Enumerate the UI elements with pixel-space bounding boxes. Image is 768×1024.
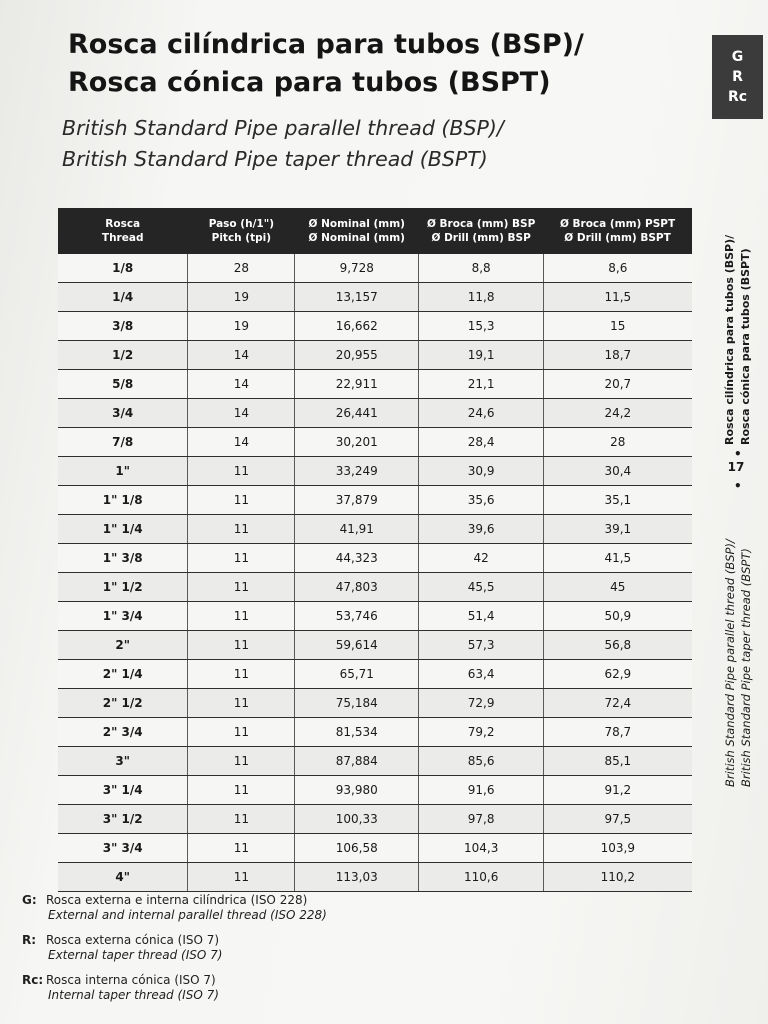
legend-text-es: Rosca interna cónica (ISO 7) xyxy=(46,973,216,987)
cell-pitch: 11 xyxy=(188,602,295,631)
table-row xyxy=(58,486,692,515)
cell-thread: 2" 1/4 xyxy=(58,660,188,689)
header-es: Ø Broca (mm) PSPT xyxy=(559,218,676,230)
table-row xyxy=(58,457,692,486)
cell-drill-bspt: 45 xyxy=(544,573,692,602)
cell-pitch: 11 xyxy=(188,457,295,486)
cell-thread: 1" 3/4 xyxy=(58,602,188,631)
side-title-es-line-1: Rosca cilíndrica para tubos (BSP)/ xyxy=(723,234,736,445)
cell-nominal: 37,879 xyxy=(295,486,419,515)
header-es: Rosca xyxy=(105,218,141,230)
table-row xyxy=(58,660,692,689)
cell-pitch: 11 xyxy=(188,776,295,805)
side-title-es xyxy=(722,205,766,445)
cell-nominal: 44,323 xyxy=(295,544,419,573)
title-line-1: Rosca cilíndrica para tubos (BSP)/ xyxy=(68,29,584,60)
side-title-en-line-1: British Standard Pipe parallel thread (BSP)/ xyxy=(723,539,737,787)
page-subtitle xyxy=(62,113,682,175)
column-header-nominal xyxy=(295,208,419,254)
legend-text-es: Rosca externa cónica (ISO 7) xyxy=(46,933,220,947)
cell-drill-bsp: 51,4 xyxy=(419,602,544,631)
table-row xyxy=(58,544,692,573)
header-es: Paso (h/1") xyxy=(208,218,274,230)
cell-drill-bsp: 104,3 xyxy=(419,834,544,863)
cell-nominal: 22,911 xyxy=(295,370,419,399)
legend-text-es: Rosca externa e interna cilíndrica (ISO 228) xyxy=(46,893,308,907)
cell-drill-bspt: 110,2 xyxy=(544,863,692,892)
cell-thread: 3/4 xyxy=(58,399,188,428)
cell-drill-bspt: 11,5 xyxy=(544,283,692,312)
cell-pitch: 28 xyxy=(188,254,295,283)
cell-drill-bsp: 35,6 xyxy=(419,486,544,515)
legend xyxy=(22,893,682,1013)
cell-drill-bsp: 30,9 xyxy=(419,457,544,486)
cell-drill-bspt: 8,6 xyxy=(544,254,692,283)
legend-code: R: xyxy=(22,933,37,947)
cell-drill-bsp: 15,3 xyxy=(419,312,544,341)
column-header-drill-bspt xyxy=(544,208,692,254)
cell-nominal: 47,803 xyxy=(295,573,419,602)
table-header-row xyxy=(58,208,692,254)
table-row xyxy=(58,776,692,805)
cell-drill-bspt: 35,1 xyxy=(544,486,692,515)
cell-nominal: 87,884 xyxy=(295,747,419,776)
cell-pitch: 11 xyxy=(188,805,295,834)
subtitle-line-1: British Standard Pipe parallel thread (BSP)/ xyxy=(62,116,504,140)
page-title xyxy=(68,26,688,102)
header-en: Ø Drill (mm) BSP xyxy=(431,232,531,244)
cell-drill-bspt: 56,8 xyxy=(544,631,692,660)
cell-pitch: 14 xyxy=(188,370,295,399)
cell-nominal: 113,03 xyxy=(295,863,419,892)
table-row xyxy=(58,863,692,892)
column-header-pitch xyxy=(188,208,295,254)
cell-drill-bspt: 62,9 xyxy=(544,660,692,689)
cell-drill-bsp: 79,2 xyxy=(419,718,544,747)
cell-thread: 1/8 xyxy=(58,254,188,283)
table-row xyxy=(58,747,692,776)
cell-drill-bspt: 91,2 xyxy=(544,776,692,805)
table-row xyxy=(58,602,692,631)
side-running-header xyxy=(722,205,766,805)
table-row xyxy=(58,399,692,428)
cell-nominal: 100,33 xyxy=(295,805,419,834)
cell-thread: 1/2 xyxy=(58,341,188,370)
cell-drill-bsp: 24,6 xyxy=(419,399,544,428)
table-row xyxy=(58,689,692,718)
table-row xyxy=(58,341,692,370)
cell-drill-bsp: 11,8 xyxy=(419,283,544,312)
cell-drill-bsp: 42 xyxy=(419,544,544,573)
cell-thread: 1/4 xyxy=(58,283,188,312)
cell-drill-bsp: 45,5 xyxy=(419,573,544,602)
cell-pitch: 11 xyxy=(188,718,295,747)
cell-thread: 2" 1/2 xyxy=(58,689,188,718)
cell-pitch: 11 xyxy=(188,747,295,776)
cell-thread: 1" 1/8 xyxy=(58,486,188,515)
legend-code: Rc: xyxy=(22,973,44,987)
cell-drill-bsp: 19,1 xyxy=(419,341,544,370)
table-body xyxy=(58,254,692,892)
cell-drill-bsp: 63,4 xyxy=(419,660,544,689)
cell-nominal: 26,441 xyxy=(295,399,419,428)
cell-thread: 3" 3/4 xyxy=(58,834,188,863)
table-row xyxy=(58,515,692,544)
cell-drill-bsp: 57,3 xyxy=(419,631,544,660)
cell-pitch: 19 xyxy=(188,283,295,312)
table-row xyxy=(58,631,692,660)
legend-text-en: External taper thread (ISO 7) xyxy=(48,948,223,962)
cell-pitch: 11 xyxy=(188,689,295,718)
column-header-drill-bsp xyxy=(419,208,544,254)
cell-drill-bsp: 72,9 xyxy=(419,689,544,718)
subtitle-line-2: British Standard Pipe taper thread (BSPT) xyxy=(62,147,488,171)
cell-pitch: 19 xyxy=(188,312,295,341)
cell-pitch: 14 xyxy=(188,341,295,370)
cell-pitch: 11 xyxy=(188,834,295,863)
cell-pitch: 11 xyxy=(188,863,295,892)
cell-drill-bspt: 72,4 xyxy=(544,689,692,718)
tab-label-g: G xyxy=(731,49,744,65)
cell-thread: 1" 3/8 xyxy=(58,544,188,573)
cell-drill-bsp: 39,6 xyxy=(419,515,544,544)
cell-thread: 3" xyxy=(58,747,188,776)
header-es: Ø Nominal (mm) xyxy=(308,218,405,230)
table-row xyxy=(58,718,692,747)
cell-nominal: 41,91 xyxy=(295,515,419,544)
cell-nominal: 9,728 xyxy=(295,254,419,283)
header-en: Ø Drill (mm) BSPT xyxy=(564,232,671,244)
cell-drill-bsp: 85,6 xyxy=(419,747,544,776)
side-bullet: • xyxy=(734,447,742,461)
column-header-thread xyxy=(58,208,188,254)
legend-code: G: xyxy=(22,893,37,907)
tab-label-rc: Rc xyxy=(727,89,748,105)
cell-drill-bspt: 24,2 xyxy=(544,399,692,428)
cell-drill-bspt: 28 xyxy=(544,428,692,457)
cell-drill-bspt: 97,5 xyxy=(544,805,692,834)
cell-nominal: 93,980 xyxy=(295,776,419,805)
table-row xyxy=(58,254,692,283)
legend-item-rc xyxy=(22,973,682,1002)
cell-thread: 2" 3/4 xyxy=(58,718,188,747)
cell-nominal: 30,201 xyxy=(295,428,419,457)
legend-item-g xyxy=(22,893,682,922)
cell-pitch: 14 xyxy=(188,428,295,457)
cell-drill-bsp: 21,1 xyxy=(419,370,544,399)
cell-pitch: 11 xyxy=(188,573,295,602)
cell-thread: 1" 1/4 xyxy=(58,515,188,544)
cell-drill-bsp: 110,6 xyxy=(419,863,544,892)
table-row xyxy=(58,370,692,399)
cell-pitch: 11 xyxy=(188,515,295,544)
legend-text-en: External and internal parallel thread (ISO 228) xyxy=(48,908,327,922)
cell-drill-bspt: 20,7 xyxy=(544,370,692,399)
header-en: Ø Nominal (mm) xyxy=(308,232,405,244)
cell-drill-bspt: 103,9 xyxy=(544,834,692,863)
cell-drill-bspt: 18,7 xyxy=(544,341,692,370)
cell-pitch: 11 xyxy=(188,660,295,689)
side-title-es-line-2: Rosca cónica para tubos (BSPT) xyxy=(739,248,752,445)
side-title-en xyxy=(722,497,766,787)
cell-thread: 2" xyxy=(58,631,188,660)
table-row xyxy=(58,428,692,457)
table-row xyxy=(58,283,692,312)
header-es: Ø Broca (mm) BSP xyxy=(426,218,536,230)
cell-nominal: 20,955 xyxy=(295,341,419,370)
cell-nominal: 33,249 xyxy=(295,457,419,486)
cell-nominal: 53,746 xyxy=(295,602,419,631)
cell-thread: 4" xyxy=(58,863,188,892)
cell-thread: 3" 1/2 xyxy=(58,805,188,834)
cell-thread: 1" xyxy=(58,457,188,486)
table-row xyxy=(58,805,692,834)
cell-thread: 3" 1/4 xyxy=(58,776,188,805)
cell-drill-bspt: 30,4 xyxy=(544,457,692,486)
cell-drill-bspt: 39,1 xyxy=(544,515,692,544)
cell-drill-bspt: 78,7 xyxy=(544,718,692,747)
cell-pitch: 11 xyxy=(188,631,295,660)
table-row xyxy=(58,312,692,341)
cell-nominal: 65,71 xyxy=(295,660,419,689)
cell-nominal: 75,184 xyxy=(295,689,419,718)
tab-label-r: R xyxy=(732,69,743,85)
header-en: Thread xyxy=(101,232,144,244)
legend-item-r xyxy=(22,933,682,962)
cell-pitch: 11 xyxy=(188,486,295,515)
cell-thread: 7/8 xyxy=(58,428,188,457)
cell-drill-bspt: 85,1 xyxy=(544,747,692,776)
side-bullet: • xyxy=(734,479,742,493)
legend-text-en: Internal taper thread (ISO 7) xyxy=(48,988,219,1002)
title-line-2: Rosca cónica para tubos (BSPT) xyxy=(68,67,551,98)
thread-table xyxy=(58,208,692,892)
page-number: 17 xyxy=(727,460,745,474)
cell-pitch: 11 xyxy=(188,544,295,573)
cell-drill-bspt: 15 xyxy=(544,312,692,341)
cell-nominal: 106,58 xyxy=(295,834,419,863)
cell-drill-bsp: 97,8 xyxy=(419,805,544,834)
cell-drill-bsp: 28,4 xyxy=(419,428,544,457)
cell-thread: 1" 1/2 xyxy=(58,573,188,602)
cell-nominal: 13,157 xyxy=(295,283,419,312)
cell-drill-bsp: 91,6 xyxy=(419,776,544,805)
table-row xyxy=(58,834,692,863)
table-row xyxy=(58,573,692,602)
cell-nominal: 81,534 xyxy=(295,718,419,747)
header-en: Pitch (tpi) xyxy=(211,232,272,244)
cell-thread: 3/8 xyxy=(58,312,188,341)
cell-pitch: 14 xyxy=(188,399,295,428)
cell-nominal: 16,662 xyxy=(295,312,419,341)
cell-drill-bsp: 8,8 xyxy=(419,254,544,283)
cell-thread: 5/8 xyxy=(58,370,188,399)
cell-drill-bspt: 50,9 xyxy=(544,602,692,631)
cell-nominal: 59,614 xyxy=(295,631,419,660)
side-title-en-line-2: British Standard Pipe taper thread (BSPT) xyxy=(739,548,753,787)
section-tab xyxy=(712,35,763,119)
cell-drill-bspt: 41,5 xyxy=(544,544,692,573)
